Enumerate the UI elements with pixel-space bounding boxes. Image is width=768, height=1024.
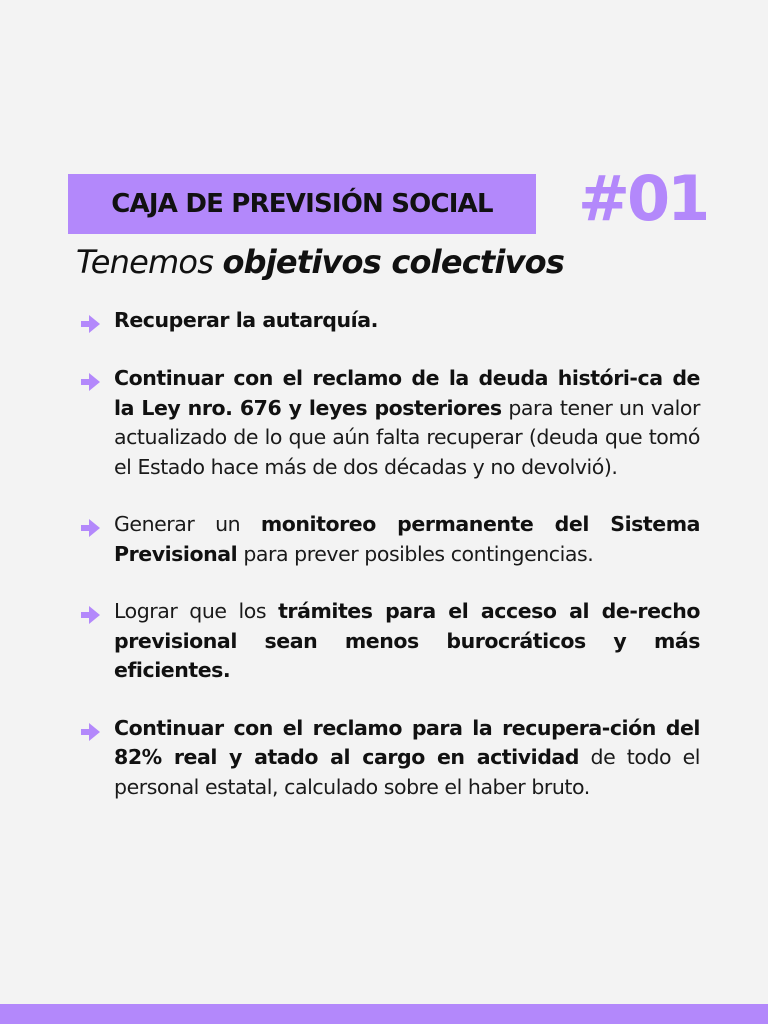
list-item-text (114, 306, 700, 336)
list-item (78, 597, 708, 686)
post-number: #01 (578, 162, 708, 235)
list-item (78, 510, 708, 569)
subtitle-plain: Tenemos (76, 243, 223, 281)
list-item-text (114, 714, 700, 803)
text-segment: para prever posibles contingencias. (237, 541, 594, 566)
arrow-right-icon (78, 720, 102, 744)
bold-segment: trámites para el acceso al de-recho previsional sean menos burocráticos y más eficientes. (114, 599, 701, 682)
arrow-right-icon (78, 603, 102, 627)
list-item-text (114, 510, 700, 569)
arrow-right-icon (78, 516, 102, 540)
subtitle-bold: objetivos colectivos (222, 243, 565, 281)
bold-segment: Recuperar la autarquía. (114, 308, 378, 332)
arrow-right-icon (78, 370, 102, 394)
header-badge (68, 174, 536, 234)
list-item (78, 306, 708, 336)
arrow-right-icon (78, 312, 102, 336)
bold-segment: Continuar con el reclamo de la deuda históri-ca de la Ley nro. 676 y leyes posteriores (114, 366, 700, 420)
subtitle (76, 243, 564, 281)
text-segment: para tener un valor actualizado de lo que aún falta recuperar (deuda que tomó el Estado hace más de dos décadas y no devolvió). (114, 395, 700, 479)
bold-segment: monitoreo permanente del Sistema Previsional (114, 512, 700, 566)
list-item-text (114, 597, 700, 686)
text-segment: Generar un (114, 512, 261, 536)
list-item (78, 714, 708, 803)
text-segment: Lograr que los (114, 599, 279, 623)
objectives-list (78, 306, 708, 830)
bold-segment: Continuar con el reclamo para la recupera-ción del 82% real y atado al cargo en actividad (114, 715, 700, 769)
list-item (78, 364, 708, 482)
badge-title: CAJA DE PREVISIÓN SOCIAL (111, 189, 493, 219)
list-item-text (114, 364, 700, 482)
bottom-bar (0, 1004, 768, 1024)
text-segment: de todo el personal estatal, calculado sobre el haber bruto. (114, 745, 701, 799)
